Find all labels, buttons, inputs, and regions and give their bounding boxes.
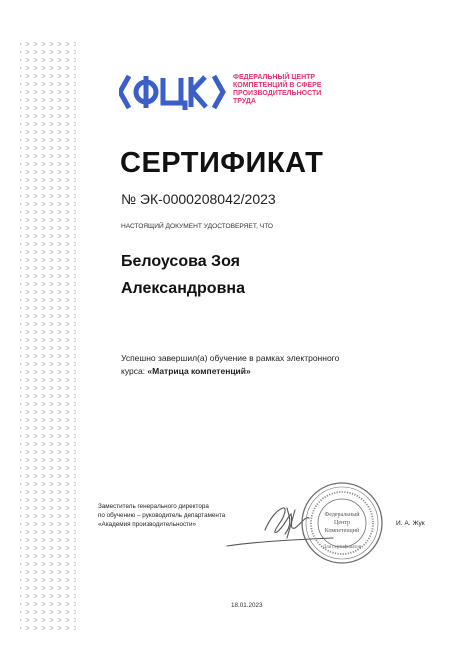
- certificate-number: № ЭК-0000208042/2023: [121, 191, 276, 207]
- recipient-name-line: Александровна: [121, 280, 245, 297]
- seal-center-line: Центр: [334, 520, 350, 526]
- signer-position-line: Заместитель генерального директора: [98, 503, 209, 510]
- logo-caption: [233, 74, 343, 106]
- course-name: «Матрица компетенций»: [147, 366, 251, 376]
- certificate-intro: НАСТОЯЩИЙ ДОКУМЕНТ УДОСТОВЕРЯЕТ, ЧТО: [121, 223, 274, 230]
- seal-center-line: Федеральный: [324, 512, 360, 518]
- issue-date: 18.01.2023: [231, 602, 263, 609]
- signer-position-line: «Академия производительности»: [98, 521, 197, 528]
- signer-name: И. А. Жук: [396, 520, 425, 527]
- recipient-name-line: Белоусова Зоя: [121, 253, 240, 270]
- certificate-title: СЕРТИФИКАТ: [120, 147, 324, 179]
- chevron-pattern-decoration: [0, 0, 80, 654]
- seal-center-line: Компетенций: [324, 528, 360, 534]
- course-line: [121, 365, 339, 378]
- seal-bottom-text: Для сертификатов: [322, 545, 362, 550]
- signer-position-line: по обучению – руководитель департамента: [98, 512, 226, 519]
- course-prefix: курса:: [121, 366, 148, 376]
- logo-caption-line: ФЕДЕРАЛЬНЫЙ ЦЕНТР: [233, 74, 316, 81]
- official-seal-stamp: [300, 481, 384, 565]
- logo-caption-line: ТРУДА: [233, 98, 256, 105]
- course-line: Успешно завершил(а) обучение в рамках электронного: [121, 353, 340, 363]
- signer-position: [98, 502, 225, 529]
- logo-caption-line: КОМПЕТЕНЦИЙ В СФЕРЕ: [233, 82, 322, 89]
- recipient-name: [121, 248, 245, 302]
- logo-caption-line: ПРОИЗВОДИТЕЛЬНОСТИ: [233, 90, 322, 97]
- course-statement: [121, 352, 339, 378]
